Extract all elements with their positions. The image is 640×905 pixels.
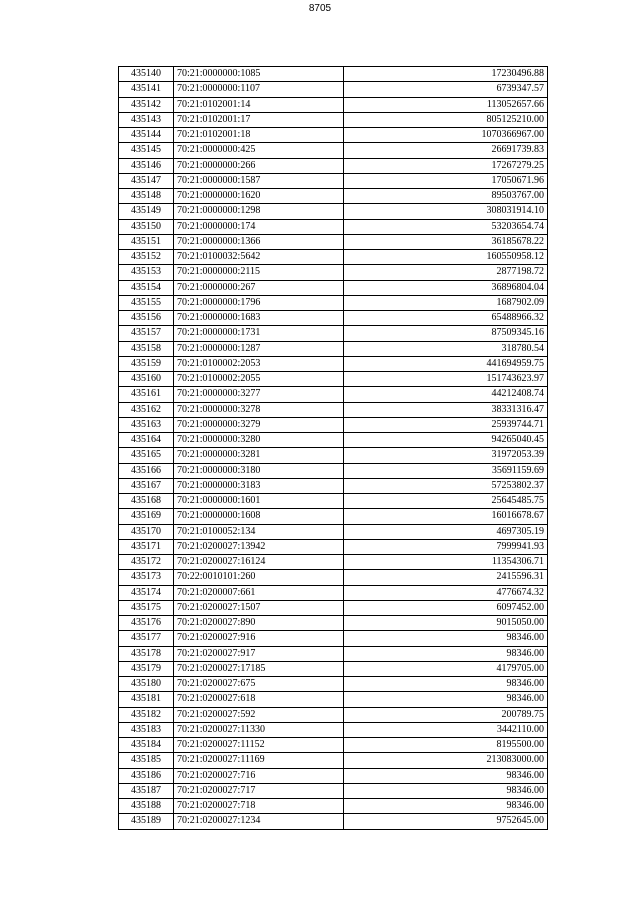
row-number-cell: 435150 [119,219,174,234]
table-row [119,311,548,326]
value-cell: 17230496.88 [344,67,548,82]
table-row [119,799,548,814]
value-cell: 151743623.97 [344,372,548,387]
row-number-cell: 435149 [119,204,174,219]
table-row [119,356,548,371]
row-number-cell: 435179 [119,661,174,676]
table-row [119,219,548,234]
value-cell: 44212408.74 [344,387,548,402]
row-number-cell: 435157 [119,326,174,341]
cadastral-number-cell: 70:21:0000000:2115 [174,265,344,280]
table-row [119,250,548,265]
cadastral-number-cell: 70:21:0200027:11169 [174,753,344,768]
table-row [119,67,548,82]
row-number-cell: 435188 [119,799,174,814]
value-cell: 31972053.39 [344,448,548,463]
value-cell: 87509345.16 [344,326,548,341]
table-row [119,677,548,692]
cadastral-number-cell: 70:21:0000000:1587 [174,173,344,188]
cadastral-number-cell: 70:21:0102001:17 [174,112,344,127]
table-row [119,295,548,310]
cadastral-number-cell: 70:21:0000000:1107 [174,82,344,97]
cadastral-number-cell: 70:21:0100002:2055 [174,372,344,387]
row-number-cell: 435140 [119,67,174,82]
table-row [119,402,548,417]
row-number-cell: 435185 [119,753,174,768]
table-row [119,661,548,676]
cadastral-number-cell: 70:21:0000000:266 [174,158,344,173]
cadastral-number-cell: 70:21:0200027:618 [174,692,344,707]
row-number-cell: 435178 [119,646,174,661]
value-cell: 2877198.72 [344,265,548,280]
row-number-cell: 435173 [119,570,174,585]
row-number-cell: 435160 [119,372,174,387]
value-cell: 98346.00 [344,631,548,646]
row-number-cell: 435152 [119,250,174,265]
value-cell: 805125210.00 [344,112,548,127]
table-row [119,539,548,554]
cadastral-number-cell: 70:21:0000000:3180 [174,463,344,478]
cadastral-number-cell: 70:21:0000000:267 [174,280,344,295]
table-row [119,753,548,768]
table-row [119,646,548,661]
table-row [119,814,548,829]
row-number-cell: 435175 [119,600,174,615]
row-number-cell: 435154 [119,280,174,295]
value-cell: 318780.54 [344,341,548,356]
table-row [119,448,548,463]
value-cell: 4776674.32 [344,585,548,600]
table-row [119,478,548,493]
cadastral-number-cell: 70:21:0200027:16124 [174,555,344,570]
value-cell: 113052657.66 [344,97,548,112]
value-cell: 2415596.31 [344,570,548,585]
table-row [119,326,548,341]
row-number-cell: 435176 [119,616,174,631]
row-number-cell: 435156 [119,311,174,326]
table-row [119,707,548,722]
table-row [119,524,548,539]
row-number-cell: 435141 [119,82,174,97]
registry-table-body [119,67,548,830]
value-cell: 25645485.75 [344,494,548,509]
table-row [119,173,548,188]
value-cell: 6097452.00 [344,600,548,615]
value-cell: 200789.75 [344,707,548,722]
row-number-cell: 435143 [119,112,174,127]
cadastral-number-cell: 70:21:0000000:3277 [174,387,344,402]
value-cell: 57253802.37 [344,478,548,493]
value-cell: 98346.00 [344,799,548,814]
value-cell: 26691739.83 [344,143,548,158]
table-row [119,341,548,356]
row-number-cell: 435146 [119,158,174,173]
table-row [119,600,548,615]
row-number-cell: 435172 [119,555,174,570]
row-number-cell: 435151 [119,234,174,249]
table-row [119,82,548,97]
value-cell: 7999941.93 [344,539,548,554]
row-number-cell: 435142 [119,97,174,112]
value-cell: 1070366967.00 [344,128,548,143]
row-number-cell: 435168 [119,494,174,509]
cadastral-number-cell: 70:21:0200027:917 [174,646,344,661]
table-row [119,463,548,478]
value-cell: 53203654.74 [344,219,548,234]
value-cell: 16016678.67 [344,509,548,524]
row-number-cell: 435171 [119,539,174,554]
cadastral-number-cell: 70:21:0200007:661 [174,585,344,600]
row-number-cell: 435170 [119,524,174,539]
cadastral-number-cell: 70:21:0200027:890 [174,616,344,631]
value-cell: 17050671.96 [344,173,548,188]
row-number-cell: 435148 [119,189,174,204]
row-number-cell: 435164 [119,433,174,448]
row-number-cell: 435169 [119,509,174,524]
value-cell: 94265040.45 [344,433,548,448]
cadastral-number-cell: 70:21:0200027:716 [174,768,344,783]
row-number-cell: 435177 [119,631,174,646]
row-number-cell: 435189 [119,814,174,829]
row-number-cell: 435167 [119,478,174,493]
table-row [119,616,548,631]
table-row [119,433,548,448]
value-cell: 35691159.69 [344,463,548,478]
cadastral-number-cell: 70:21:0000000:1796 [174,295,344,310]
cadastral-number-cell: 70:21:0200027:718 [174,799,344,814]
row-number-cell: 435153 [119,265,174,280]
value-cell: 89503767.00 [344,189,548,204]
value-cell: 25939744.71 [344,417,548,432]
cadastral-number-cell: 70:21:0000000:3278 [174,402,344,417]
row-number-cell: 435184 [119,738,174,753]
cadastral-number-cell: 70:21:0000000:1298 [174,204,344,219]
row-number-cell: 435163 [119,417,174,432]
row-number-cell: 435147 [119,173,174,188]
cadastral-number-cell: 70:21:0200027:17185 [174,661,344,676]
value-cell: 160550958.12 [344,250,548,265]
value-cell: 4697305.19 [344,524,548,539]
value-cell: 98346.00 [344,768,548,783]
value-cell: 17267279.25 [344,158,548,173]
cadastral-number-cell: 70:21:0000000:425 [174,143,344,158]
cadastral-number-cell: 70:21:0200027:592 [174,707,344,722]
table-row [119,555,548,570]
cadastral-number-cell: 70:21:0200027:1507 [174,600,344,615]
value-cell: 1687902.09 [344,295,548,310]
cadastral-number-cell: 70:21:0000000:1620 [174,189,344,204]
cadastral-number-cell: 70:21:0102001:14 [174,97,344,112]
table-row [119,387,548,402]
value-cell: 98346.00 [344,677,548,692]
cadastral-number-cell: 70:21:0200027:916 [174,631,344,646]
cadastral-number-cell: 70:21:0000000:174 [174,219,344,234]
cadastral-number-cell: 70:21:0000000:3281 [174,448,344,463]
row-number-cell: 435158 [119,341,174,356]
row-number-cell: 435180 [119,677,174,692]
table-row [119,158,548,173]
value-cell: 441694959.75 [344,356,548,371]
row-number-cell: 435187 [119,783,174,798]
cadastral-number-cell: 70:21:0200027:675 [174,677,344,692]
row-number-cell: 435145 [119,143,174,158]
table-row [119,738,548,753]
value-cell: 36896804.04 [344,280,548,295]
row-number-cell: 435182 [119,707,174,722]
value-cell: 38331316.47 [344,402,548,417]
row-number-cell: 435144 [119,128,174,143]
table-row [119,280,548,295]
cadastral-number-cell: 70:21:0000000:1601 [174,494,344,509]
value-cell: 36185678.22 [344,234,548,249]
value-cell: 308031914.10 [344,204,548,219]
table-row [119,692,548,707]
value-cell: 9752645.00 [344,814,548,829]
cadastral-number-cell: 70:21:0200027:11330 [174,722,344,737]
cadastral-number-cell: 70:21:0100002:2053 [174,356,344,371]
cadastral-number-cell: 70:21:0000000:1287 [174,341,344,356]
value-cell: 65488966.32 [344,311,548,326]
row-number-cell: 435155 [119,295,174,310]
cadastral-number-cell: 70:21:0200027:717 [174,783,344,798]
table-row [119,570,548,585]
row-number-cell: 435162 [119,402,174,417]
table-row [119,783,548,798]
table-row [119,189,548,204]
table-row [119,417,548,432]
cadastral-number-cell: 70:21:0102001:18 [174,128,344,143]
value-cell: 98346.00 [344,692,548,707]
cadastral-number-cell: 70:21:0000000:3280 [174,433,344,448]
table-row [119,128,548,143]
value-cell: 213083000.00 [344,753,548,768]
value-cell: 4179705.00 [344,661,548,676]
value-cell: 98346.00 [344,783,548,798]
table-row [119,143,548,158]
cadastral-number-cell: 70:22:0010101:260 [174,570,344,585]
value-cell: 98346.00 [344,646,548,661]
cadastral-number-cell: 70:21:0100052:134 [174,524,344,539]
value-cell: 11354306.71 [344,555,548,570]
registry-table [118,66,548,830]
table-row [119,112,548,127]
cadastral-number-cell: 70:21:0100032:5642 [174,250,344,265]
value-cell: 6739347.57 [344,82,548,97]
row-number-cell: 435159 [119,356,174,371]
cadastral-number-cell: 70:21:0200027:11152 [174,738,344,753]
cadastral-number-cell: 70:21:0200027:13942 [174,539,344,554]
row-number-cell: 435183 [119,722,174,737]
cadastral-number-cell: 70:21:0000000:1608 [174,509,344,524]
table-row [119,509,548,524]
table-row [119,204,548,219]
table-row [119,265,548,280]
table-row [119,97,548,112]
row-number-cell: 435181 [119,692,174,707]
row-number-cell: 435166 [119,463,174,478]
table-row [119,494,548,509]
table-row [119,631,548,646]
cadastral-number-cell: 70:21:0000000:1731 [174,326,344,341]
cadastral-number-cell: 70:21:0000000:1366 [174,234,344,249]
cadastral-number-cell: 70:21:0000000:1085 [174,67,344,82]
table-row [119,722,548,737]
table-row [119,585,548,600]
cadastral-number-cell: 70:21:0000000:3183 [174,478,344,493]
row-number-cell: 435174 [119,585,174,600]
row-number-cell: 435186 [119,768,174,783]
table-row [119,234,548,249]
row-number-cell: 435161 [119,387,174,402]
cadastral-number-cell: 70:21:0000000:3279 [174,417,344,432]
value-cell: 3442110.00 [344,722,548,737]
cadastral-number-cell: 70:21:0200027:1234 [174,814,344,829]
table-row [119,372,548,387]
table-row [119,768,548,783]
value-cell: 9015050.00 [344,616,548,631]
row-number-cell: 435165 [119,448,174,463]
value-cell: 8195500.00 [344,738,548,753]
cadastral-number-cell: 70:21:0000000:1683 [174,311,344,326]
page-number: 8705 [308,3,332,14]
